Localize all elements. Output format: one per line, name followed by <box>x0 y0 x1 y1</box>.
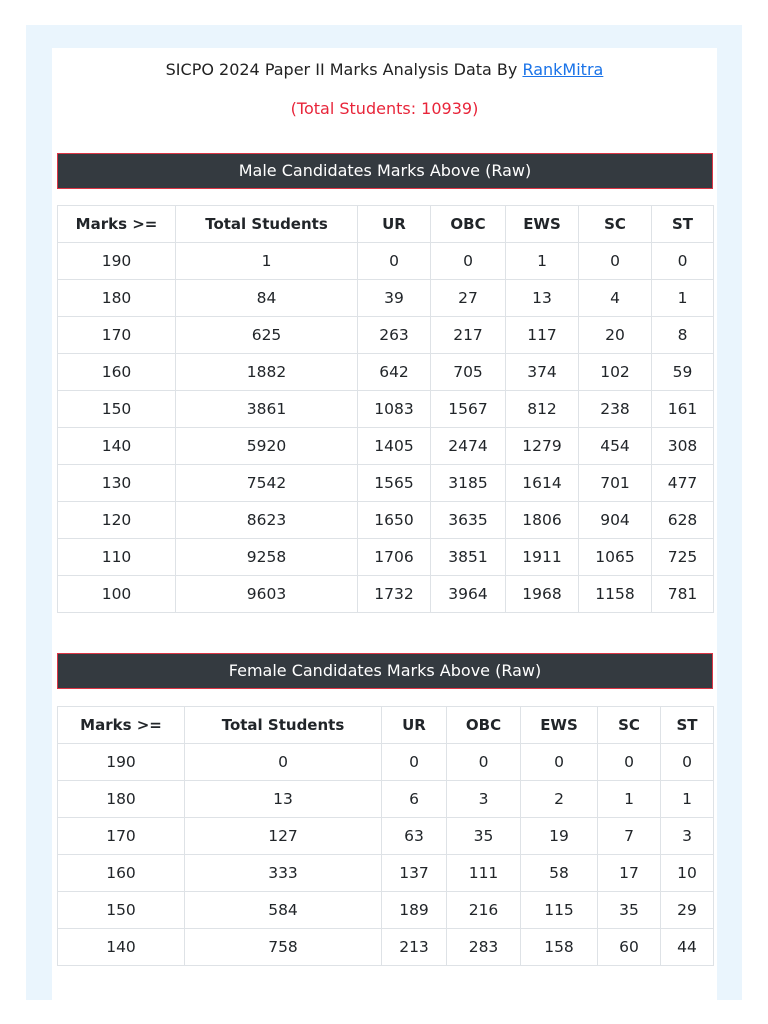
table-cell: 180 <box>58 781 185 818</box>
page-title <box>52 58 717 82</box>
table-cell: 63 <box>382 818 447 855</box>
table-cell: 7 <box>598 818 661 855</box>
table-row <box>58 391 714 428</box>
table-cell: 115 <box>521 892 598 929</box>
table-cell: 5920 <box>176 428 358 465</box>
table-cell: 0 <box>661 744 714 781</box>
table-row <box>58 929 714 966</box>
table-cell: 160 <box>58 855 185 892</box>
table-cell: 117 <box>506 317 579 354</box>
table-cell: 0 <box>579 243 652 280</box>
table-cell: 1083 <box>358 391 431 428</box>
table-cell: 3851 <box>431 539 506 576</box>
table-row <box>58 892 714 929</box>
table-cell: 140 <box>58 929 185 966</box>
page-title-text: SICPO 2024 Paper II Marks Analysis Data By <box>165 60 523 79</box>
column-header: Total Students <box>185 707 382 744</box>
table-cell: 0 <box>431 243 506 280</box>
table-cell: 374 <box>506 354 579 391</box>
table-cell: 705 <box>431 354 506 391</box>
table-cell: 13 <box>185 781 382 818</box>
table-cell: 701 <box>579 465 652 502</box>
table-row <box>58 539 714 576</box>
table-cell: 10 <box>661 855 714 892</box>
table-row <box>58 280 714 317</box>
table-cell: 1158 <box>579 576 652 613</box>
table-cell: 170 <box>58 818 185 855</box>
table-cell: 130 <box>58 465 176 502</box>
column-header: ST <box>661 707 714 744</box>
table-cell: 283 <box>447 929 521 966</box>
table-cell: 0 <box>185 744 382 781</box>
table-cell: 1565 <box>358 465 431 502</box>
table-cell: 0 <box>358 243 431 280</box>
table-cell: 60 <box>598 929 661 966</box>
table-cell: 44 <box>661 929 714 966</box>
column-header: EWS <box>521 707 598 744</box>
table-cell: 9603 <box>176 576 358 613</box>
table-cell: 0 <box>521 744 598 781</box>
column-header: SC <box>598 707 661 744</box>
table-cell: 9258 <box>176 539 358 576</box>
table-cell: 628 <box>652 502 714 539</box>
table-cell: 27 <box>431 280 506 317</box>
table-cell: 3 <box>447 781 521 818</box>
table-cell: 1 <box>661 781 714 818</box>
table-cell: 29 <box>661 892 714 929</box>
table-cell: 263 <box>358 317 431 354</box>
table-cell: 333 <box>185 855 382 892</box>
table-cell: 216 <box>447 892 521 929</box>
column-header: Total Students <box>176 206 358 243</box>
table-cell: 3964 <box>431 576 506 613</box>
male-table-body <box>58 243 714 613</box>
column-header: OBC <box>447 707 521 744</box>
column-header: UR <box>358 206 431 243</box>
female-section-heading: Female Candidates Marks Above (Raw) <box>57 653 713 689</box>
table-cell: 3185 <box>431 465 506 502</box>
table-cell: 7542 <box>176 465 358 502</box>
table-cell: 8 <box>652 317 714 354</box>
table-cell: 0 <box>447 744 521 781</box>
table-row <box>58 781 714 818</box>
table-cell: 213 <box>382 929 447 966</box>
column-header: SC <box>579 206 652 243</box>
male-marks-table <box>57 205 714 613</box>
table-cell: 725 <box>652 539 714 576</box>
table-row <box>58 243 714 280</box>
table-cell: 4 <box>579 280 652 317</box>
table-cell: 217 <box>431 317 506 354</box>
table-row <box>58 465 714 502</box>
female-marks-table <box>57 706 714 966</box>
table-row <box>58 502 714 539</box>
table-cell: 6 <box>382 781 447 818</box>
table-cell: 161 <box>652 391 714 428</box>
table-cell: 160 <box>58 354 176 391</box>
table-cell: 1732 <box>358 576 431 613</box>
table-cell: 1882 <box>176 354 358 391</box>
table-cell: 150 <box>58 391 176 428</box>
table-cell: 642 <box>358 354 431 391</box>
table-cell: 584 <box>185 892 382 929</box>
table-cell: 35 <box>447 818 521 855</box>
table-cell: 1 <box>176 243 358 280</box>
table-cell: 20 <box>579 317 652 354</box>
table-cell: 1968 <box>506 576 579 613</box>
column-header: UR <box>382 707 447 744</box>
table-cell: 1 <box>598 781 661 818</box>
rankmitra-link[interactable]: RankMitra <box>522 60 604 79</box>
table-cell: 1911 <box>506 539 579 576</box>
column-header: EWS <box>506 206 579 243</box>
table-cell: 102 <box>579 354 652 391</box>
total-students: (Total Students: 10939) <box>290 99 479 118</box>
table-cell: 120 <box>58 502 176 539</box>
table-cell: 158 <box>521 929 598 966</box>
table-cell: 111 <box>447 855 521 892</box>
table-cell: 19 <box>521 818 598 855</box>
table-cell: 35 <box>598 892 661 929</box>
table-cell: 454 <box>579 428 652 465</box>
table-cell: 140 <box>58 428 176 465</box>
table-cell: 812 <box>506 391 579 428</box>
table-row <box>58 576 714 613</box>
column-header: Marks >= <box>58 206 176 243</box>
table-cell: 0 <box>382 744 447 781</box>
table-cell: 477 <box>652 465 714 502</box>
table-cell: 1065 <box>579 539 652 576</box>
table-header-row <box>58 206 714 243</box>
table-cell: 84 <box>176 280 358 317</box>
table-cell: 100 <box>58 576 176 613</box>
table-cell: 59 <box>652 354 714 391</box>
table-cell: 625 <box>176 317 358 354</box>
table-cell: 110 <box>58 539 176 576</box>
table-cell: 189 <box>382 892 447 929</box>
table-cell: 781 <box>652 576 714 613</box>
table-cell: 2 <box>521 781 598 818</box>
table-cell: 3635 <box>431 502 506 539</box>
table-cell: 904 <box>579 502 652 539</box>
male-section-heading: Male Candidates Marks Above (Raw) <box>57 153 713 189</box>
table-cell: 1806 <box>506 502 579 539</box>
table-cell: 3 <box>661 818 714 855</box>
table-row <box>58 818 714 855</box>
table-cell: 127 <box>185 818 382 855</box>
table-row <box>58 317 714 354</box>
table-cell: 170 <box>58 317 176 354</box>
table-cell: 1650 <box>358 502 431 539</box>
table-cell: 1405 <box>358 428 431 465</box>
table-cell: 190 <box>58 243 176 280</box>
table-cell: 308 <box>652 428 714 465</box>
table-cell: 3861 <box>176 391 358 428</box>
table-cell: 1614 <box>506 465 579 502</box>
table-cell: 13 <box>506 280 579 317</box>
table-cell: 58 <box>521 855 598 892</box>
female-table-body <box>58 744 714 966</box>
table-header-row <box>58 707 714 744</box>
table-row <box>58 744 714 781</box>
table-cell: 0 <box>598 744 661 781</box>
table-cell: 1 <box>652 280 714 317</box>
table-cell: 150 <box>58 892 185 929</box>
column-header: ST <box>652 206 714 243</box>
table-cell: 17 <box>598 855 661 892</box>
table-row <box>58 428 714 465</box>
table-cell: 238 <box>579 391 652 428</box>
table-cell: 0 <box>652 243 714 280</box>
table-cell: 1567 <box>431 391 506 428</box>
column-header: Marks >= <box>58 707 185 744</box>
table-cell: 180 <box>58 280 176 317</box>
table-cell: 8623 <box>176 502 358 539</box>
table-cell: 190 <box>58 744 185 781</box>
table-cell: 1 <box>506 243 579 280</box>
table-cell: 2474 <box>431 428 506 465</box>
table-cell: 39 <box>358 280 431 317</box>
table-row <box>58 354 714 391</box>
table-cell: 1706 <box>358 539 431 576</box>
table-cell: 1279 <box>506 428 579 465</box>
column-header: OBC <box>431 206 506 243</box>
table-row <box>58 855 714 892</box>
table-cell: 137 <box>382 855 447 892</box>
table-cell: 758 <box>185 929 382 966</box>
